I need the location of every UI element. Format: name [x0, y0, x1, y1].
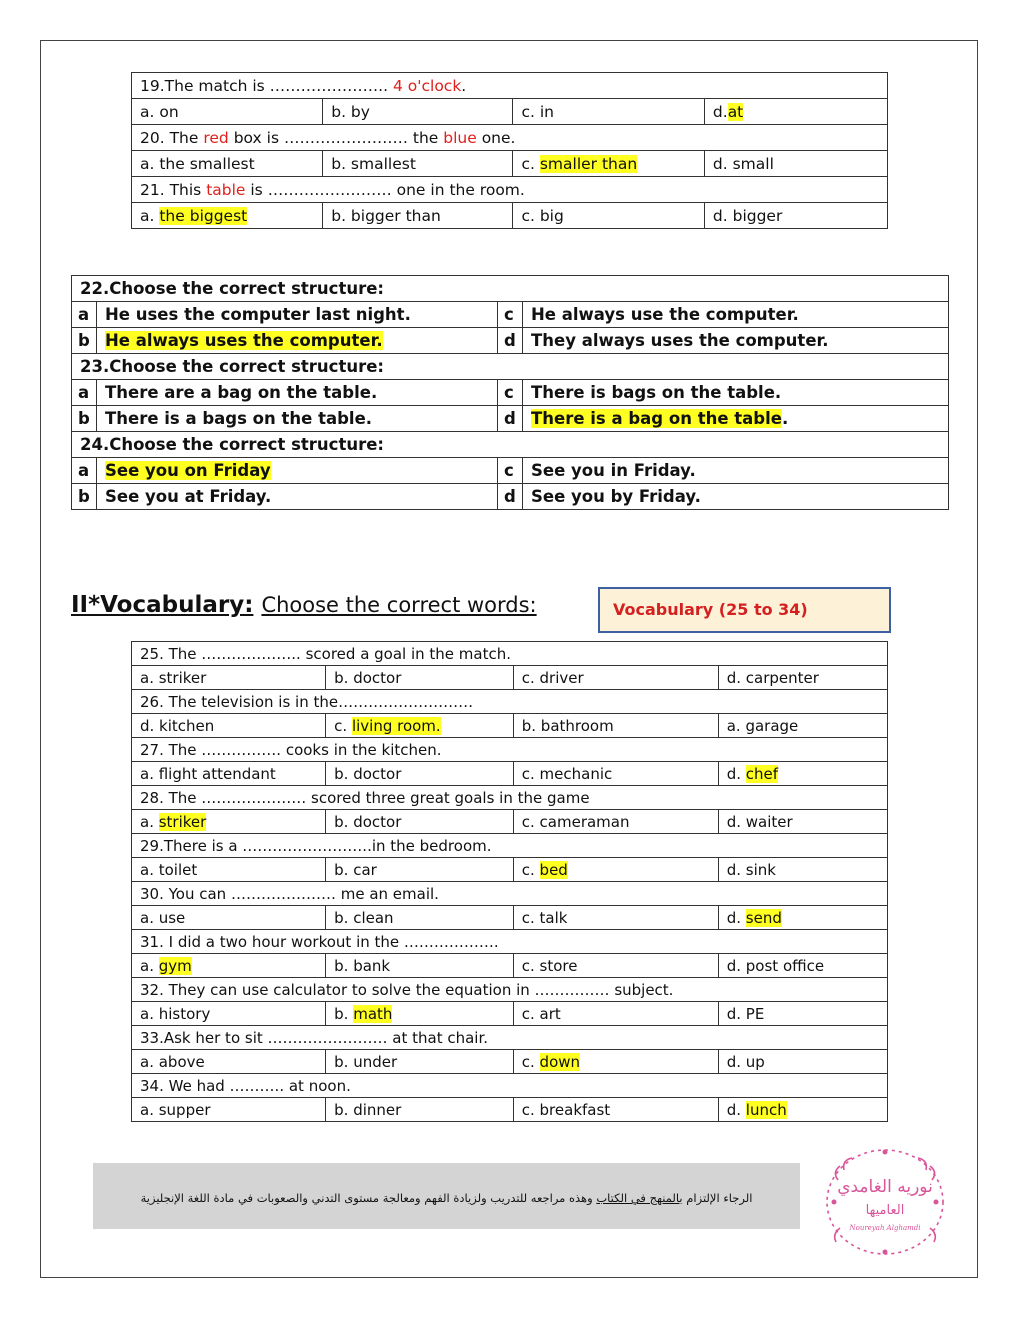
correct-answer: smaller than: [539, 154, 638, 173]
option-letter: d: [498, 484, 523, 510]
option-letter: b: [72, 484, 97, 510]
option-cell: [513, 858, 718, 882]
option-cell: b. bank: [326, 954, 514, 978]
vocab-question-row: [132, 690, 888, 714]
logo-name: نوريه الغامدي: [837, 1177, 933, 1197]
structure-option-row: [72, 328, 949, 354]
option-text: There is a bag on the table.: [523, 406, 949, 432]
option-text: There are a bag on the table.: [97, 380, 498, 406]
option-sentence: There is bags on the table: [531, 383, 775, 402]
option-cell: c. breakfast: [513, 1098, 718, 1122]
option-letter: c: [498, 380, 523, 406]
structure-option-row: [72, 458, 949, 484]
question-part: table: [206, 180, 246, 199]
vocab-question-text: 25. The ……………….. scored a goal in the match.: [132, 642, 888, 666]
option-text: [97, 458, 498, 484]
question-row: [132, 73, 888, 99]
option-cell: [326, 714, 514, 738]
vocab-options-row: [132, 858, 888, 882]
option-letter: b: [72, 406, 97, 432]
footer-text-end: وهذه مراجعه للتدريب ولزيادة الفهم ومعالجة مستوى التدني والصعوبات في مادة اللغة الإنجليزية: [140, 1191, 597, 1205]
option-cell: a. toilet: [132, 858, 326, 882]
vocab-options-row: [132, 1002, 888, 1026]
option-sentence: See you on Friday: [105, 461, 271, 480]
option-cell: d. kitchen: [132, 714, 326, 738]
vocab-options-row: [132, 810, 888, 834]
question-part: is …………………… one in the room.: [245, 180, 525, 199]
structure-prompt: 22.Choose the correct structure:: [72, 276, 949, 302]
options-row: [132, 99, 888, 125]
option-sentence: See you in Friday: [531, 461, 690, 480]
vocab-question-text: 32. They can use calculator to solve the equation in …………… subject.: [132, 978, 888, 1002]
option-letter: c: [498, 458, 523, 484]
option-sentence: He always uses the computer.: [105, 331, 383, 350]
logo-latin-name: Noureyah Alghamdi: [849, 1224, 921, 1232]
vocab-options-row: [132, 954, 888, 978]
vocabulary-heading-main: II*Vocabulary:: [71, 592, 254, 618]
option-cell: b. doctor: [326, 810, 514, 834]
vocab-question-text: 33.Ask her to sit …………………… at that chair.: [132, 1026, 888, 1050]
option-cell: a. supper: [132, 1098, 326, 1122]
structure-prompt: 24.Choose the correct structure:: [72, 432, 949, 458]
option-cell: b. bathroom: [513, 714, 718, 738]
question-row: [132, 125, 888, 151]
option-cell: a. use: [132, 906, 326, 930]
correct-answer: striker: [158, 812, 207, 831]
option-letter: b: [72, 328, 97, 354]
question-part: 4 o'clock: [392, 76, 462, 95]
vocabulary-range-box: Vocabulary (25 to 34): [598, 587, 891, 633]
option-sentence: They always uses the computer: [531, 331, 823, 350]
option-cell: d. bigger: [704, 203, 887, 229]
option-letter: c.: [521, 860, 540, 879]
option-sentence: There are a bag on the table: [105, 383, 371, 402]
option-letter: d.: [726, 908, 746, 927]
vocab-question-text: 31. I did a two hour workout in the ……………….: [132, 930, 888, 954]
option-cell: [326, 1002, 514, 1026]
option-letter: a: [72, 458, 97, 484]
option-letter: d: [498, 328, 523, 354]
option-cell: [718, 1098, 887, 1122]
option-letter: c.: [521, 154, 540, 173]
option-text: They always uses the computer.: [523, 328, 949, 354]
option-cell: c. store: [513, 954, 718, 978]
vocab-question-row: [132, 1074, 888, 1098]
option-text: See you at Friday.: [97, 484, 498, 510]
option-letter: d: [498, 406, 523, 432]
option-cell: b. clean: [326, 906, 514, 930]
correct-answer: bed: [539, 860, 568, 879]
vocab-options-row: [132, 1098, 888, 1122]
option-cell: d. small: [704, 151, 887, 177]
question-part: red: [203, 128, 229, 147]
vocab-question-text: 27. The ……………. cooks in the kitchen.: [132, 738, 888, 762]
option-text: See you by Friday.: [523, 484, 949, 510]
structure-option-row: [72, 380, 949, 406]
option-sentence: He uses the computer last night: [105, 305, 405, 324]
option-text: [97, 328, 498, 354]
option-text: He always use the computer.: [523, 302, 949, 328]
author-logo: [810, 1140, 960, 1270]
vocab-question-text: 26. The television is in the………………………: [132, 690, 888, 714]
option-cell: c. big: [513, 203, 704, 229]
option-text: He uses the computer last night.: [97, 302, 498, 328]
option-cell: d. sink: [718, 858, 887, 882]
correct-answer: at: [727, 102, 744, 121]
option-letter: c.: [521, 1052, 540, 1071]
vocab-question-text: 30. You can ………………… me an email.: [132, 882, 888, 906]
options-row: [132, 151, 888, 177]
option-cell: d. PE: [718, 1002, 887, 1026]
vocabulary-heading-sub: Choose the correct words:: [261, 593, 537, 617]
option-cell: c. mechanic: [513, 762, 718, 786]
question-text: [132, 73, 888, 99]
option-cell: b. doctor: [326, 666, 514, 690]
option-sentence: See you by Friday: [531, 487, 695, 506]
option-cell: b. bigger than: [323, 203, 513, 229]
option-letter: a: [72, 380, 97, 406]
correct-answer: the biggest: [159, 206, 248, 225]
option-cell: a. the smallest: [132, 151, 323, 177]
vocab-options-row: [132, 1050, 888, 1074]
vocab-question-row: [132, 738, 888, 762]
option-letter: d.: [726, 1100, 746, 1119]
structure-questions-table: [71, 275, 949, 510]
option-cell: a. history: [132, 1002, 326, 1026]
structure-option-row: [72, 406, 949, 432]
correct-answer: down: [539, 1052, 581, 1071]
option-cell: c. in: [513, 99, 704, 125]
option-letter: d.: [712, 102, 728, 121]
vocab-question-row: [132, 978, 888, 1002]
correct-answer: living room.: [351, 716, 441, 735]
vocab-options-row: [132, 762, 888, 786]
footer-note: [93, 1163, 800, 1229]
structure-option-row: [72, 484, 949, 510]
option-letter: a.: [140, 206, 160, 225]
vocab-question-row: [132, 834, 888, 858]
option-cell: [513, 1050, 718, 1074]
option-cell: d. up: [718, 1050, 887, 1074]
vocab-question-row: [132, 786, 888, 810]
option-text: There is a bags on the table.: [97, 406, 498, 432]
correct-answer: send: [745, 908, 782, 927]
question-part: 21. This: [140, 180, 207, 199]
option-cell: b. by: [323, 99, 513, 125]
vocab-options-row: [132, 906, 888, 930]
option-sentence: There is a bag on the table: [531, 409, 782, 428]
question-text: [132, 125, 888, 151]
question-part: one.: [476, 128, 516, 147]
option-letter: a.: [140, 956, 159, 975]
option-letter: a.: [140, 812, 159, 831]
option-cell: b. smallest: [323, 151, 513, 177]
structure-prompt-row: [72, 354, 949, 380]
question-part: .: [461, 76, 467, 95]
question-row: [132, 177, 888, 203]
structure-prompt: 23.Choose the correct structure:: [72, 354, 949, 380]
vocab-question-text: 28. The ………………… scored three great goals in the game: [132, 786, 888, 810]
option-cell: b. doctor: [326, 762, 514, 786]
structure-prompt-row: [72, 276, 949, 302]
option-text: See you in Friday.: [523, 458, 949, 484]
option-cell: [132, 203, 323, 229]
vocab-question-row: [132, 882, 888, 906]
correct-answer: gym: [158, 956, 192, 975]
option-text: There is bags on the table.: [523, 380, 949, 406]
vocab-question-row: [132, 642, 888, 666]
option-cell: c. driver: [513, 666, 718, 690]
vocab-options-row: [132, 714, 888, 738]
question-part: box is …………………… the: [228, 128, 444, 147]
option-letter: b.: [334, 1004, 354, 1023]
option-cell: [132, 810, 326, 834]
vocab-question-text: 34. We had ……….. at noon.: [132, 1074, 888, 1098]
vocab-question-text: 29.There is a ……………………..in the bedroom.: [132, 834, 888, 858]
option-cell: [704, 99, 887, 125]
correct-answer: math: [353, 1004, 393, 1023]
grammar-mcq-table: [131, 72, 888, 229]
option-cell: d. waiter: [718, 810, 887, 834]
option-letter: c.: [334, 716, 352, 735]
option-cell: [132, 954, 326, 978]
vocab-options-row: [132, 666, 888, 690]
correct-answer: chef: [745, 764, 779, 783]
option-letter: c: [498, 302, 523, 328]
vocabulary-heading: [71, 592, 537, 618]
option-cell: [718, 762, 887, 786]
option-cell: [513, 151, 704, 177]
option-sentence: He always use the computer: [531, 305, 793, 324]
question-part: 20. The: [140, 128, 204, 147]
question-part: 19.The match is …………………..: [140, 76, 393, 95]
vocab-question-row: [132, 1026, 888, 1050]
option-letter: d.: [726, 764, 746, 783]
option-cell: a. striker: [132, 666, 326, 690]
option-cell: c. cameraman: [513, 810, 718, 834]
vocab-question-row: [132, 930, 888, 954]
logo-subtitle: العاميها: [865, 1203, 905, 1218]
option-cell: b. car: [326, 858, 514, 882]
option-cell: a. on: [132, 99, 323, 125]
option-cell: a. garage: [718, 714, 887, 738]
question-part: blue: [443, 128, 477, 147]
vocabulary-table: [131, 641, 888, 1122]
footer-text-start: الرجاء الإلتزام: [682, 1191, 753, 1205]
structure-option-row: [72, 302, 949, 328]
option-cell: d. carpenter: [718, 666, 887, 690]
option-cell: a. flight attendant: [132, 762, 326, 786]
question-text: [132, 177, 888, 203]
structure-prompt-row: [72, 432, 949, 458]
option-letter: a: [72, 302, 97, 328]
option-cell: [718, 906, 887, 930]
correct-answer: lunch: [745, 1100, 787, 1119]
footer-text-underlined: بالمنهج في الكتاب: [596, 1191, 683, 1205]
option-cell: a. above: [132, 1050, 326, 1074]
option-cell: d. post office: [718, 954, 887, 978]
option-sentence: There is a bags on the table: [105, 409, 366, 428]
option-cell: b. dinner: [326, 1098, 514, 1122]
option-cell: c. talk: [513, 906, 718, 930]
option-sentence: See you at Friday: [105, 487, 266, 506]
option-cell: b. under: [326, 1050, 514, 1074]
options-row: [132, 203, 888, 229]
option-cell: c. art: [513, 1002, 718, 1026]
